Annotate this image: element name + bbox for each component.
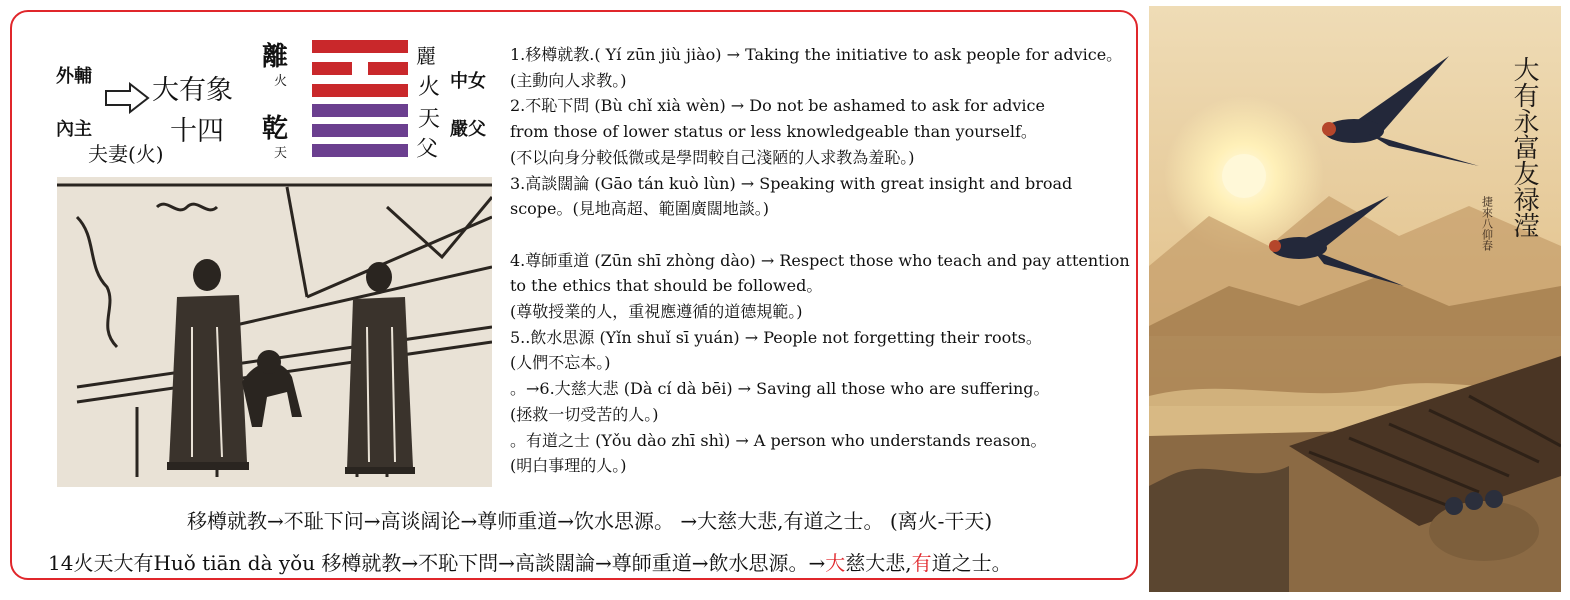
summary-traditional [48, 547, 1012, 576]
lower-trigram-element: 天 [274, 146, 288, 161]
text-line: to the ethics that should be followed。 [510, 276, 823, 296]
text-line: 5..飲水思源 (Yǐn shuǐ sī yuán) → People not forgetting their roots。 [510, 327, 1042, 347]
right-label-top: 麗 [416, 44, 436, 68]
text-line: (主動向人求教。) [510, 70, 627, 90]
text-line: (明白事理的人。) [510, 456, 627, 476]
lower-trigram-name: 乾 [262, 114, 289, 144]
summary-highlight-2: 有 [911, 551, 932, 575]
summary-simplified: 移樽就教→不耻下问→高谈阔论→尊师重道→饮水思源。 →大慈大悲,有道之士。 (离火-干天) [187, 509, 993, 533]
hexagram-line-3 [312, 84, 408, 97]
text-line-blank [510, 222, 1150, 248]
hexagram-line-1 [312, 40, 408, 53]
summary-mid: 慈大悲, [845, 551, 912, 575]
text-line: (拯救一切受苦的人。) [510, 404, 659, 424]
text-line: 。有道之士 (Yǒu dào zhī shì) → A person who understands reason。 [510, 430, 1047, 450]
right-label-heaven: 天 [418, 107, 441, 132]
text-line: (不以向身分較低微或是學問較自己淺陋的人求教為羞恥。) [510, 147, 915, 167]
text-line: (尊敬授業的人，重視應遵循的道德規範。) [510, 302, 803, 322]
summary-prefix: 14火天大有Huǒ tiān dà yǒu 移樽就教→不恥下問→高談闊論→尊師重道→飲水思源。→ [48, 551, 826, 575]
family-upper-label: 中女 [450, 71, 486, 92]
hexagram-title: 大有象 [152, 75, 233, 106]
text-line: scope。(見地高超、範圍廣闊地談。) [510, 199, 770, 219]
outer-label: 外輔 [56, 66, 92, 87]
hexagram-line-5 [312, 124, 408, 137]
summary-highlight-1: 大 [825, 551, 846, 575]
swallows-painting [1149, 6, 1561, 592]
hexagram-line-6 [312, 144, 408, 157]
hexagram-line-2 [312, 62, 408, 75]
right-label-father: 父 [416, 137, 439, 162]
text-line: 4.尊師重道 (Zūn shī zhòng dào) → Respect those who teach and pay attention [510, 250, 1130, 270]
text-line: from those of lower status or less knowledgeable than yourself。 [510, 122, 1037, 142]
hexagram-number: 十四 [170, 116, 224, 147]
arrow-right-icon [104, 82, 150, 114]
upper-trigram-name: 離 [262, 42, 289, 72]
upper-trigram-element: 火 [274, 74, 288, 89]
woodcut-illustration [57, 177, 492, 487]
text-line: 。→6.大慈大悲 (Dà cí dà bēi) → Saving all those who are suffering。 [510, 379, 1050, 399]
calligraphy-text: 大有永富友禄滢 [1509, 56, 1539, 238]
painting-inscription: 捷來八仰春 [1480, 196, 1494, 251]
idiom-list [510, 42, 1150, 479]
content-panel [10, 10, 1138, 580]
inner-label: 內主 [56, 119, 92, 140]
family-lower-label: 嚴父 [450, 119, 486, 140]
summary-suffix: 道之士。 [931, 551, 1012, 575]
hexagram-line-4 [312, 104, 408, 117]
text-line: 3.高談闊論 (Gāo tán kuò lùn) → Speaking with great insight and broad [510, 173, 1073, 193]
text-line: (人們不忘本。) [510, 353, 611, 373]
right-label-fire: 火 [418, 75, 441, 100]
text-line: 2.不恥下問 (Bù chǐ xià wèn) → Do not be ashamed to ask for advice [510, 96, 1045, 116]
couple-label: 夫妻(火) [88, 142, 164, 166]
text-line: 1.移樽就教.( Yí zūn jiù jiào) → Taking the initiative to ask people for advice。 [510, 45, 1123, 64]
